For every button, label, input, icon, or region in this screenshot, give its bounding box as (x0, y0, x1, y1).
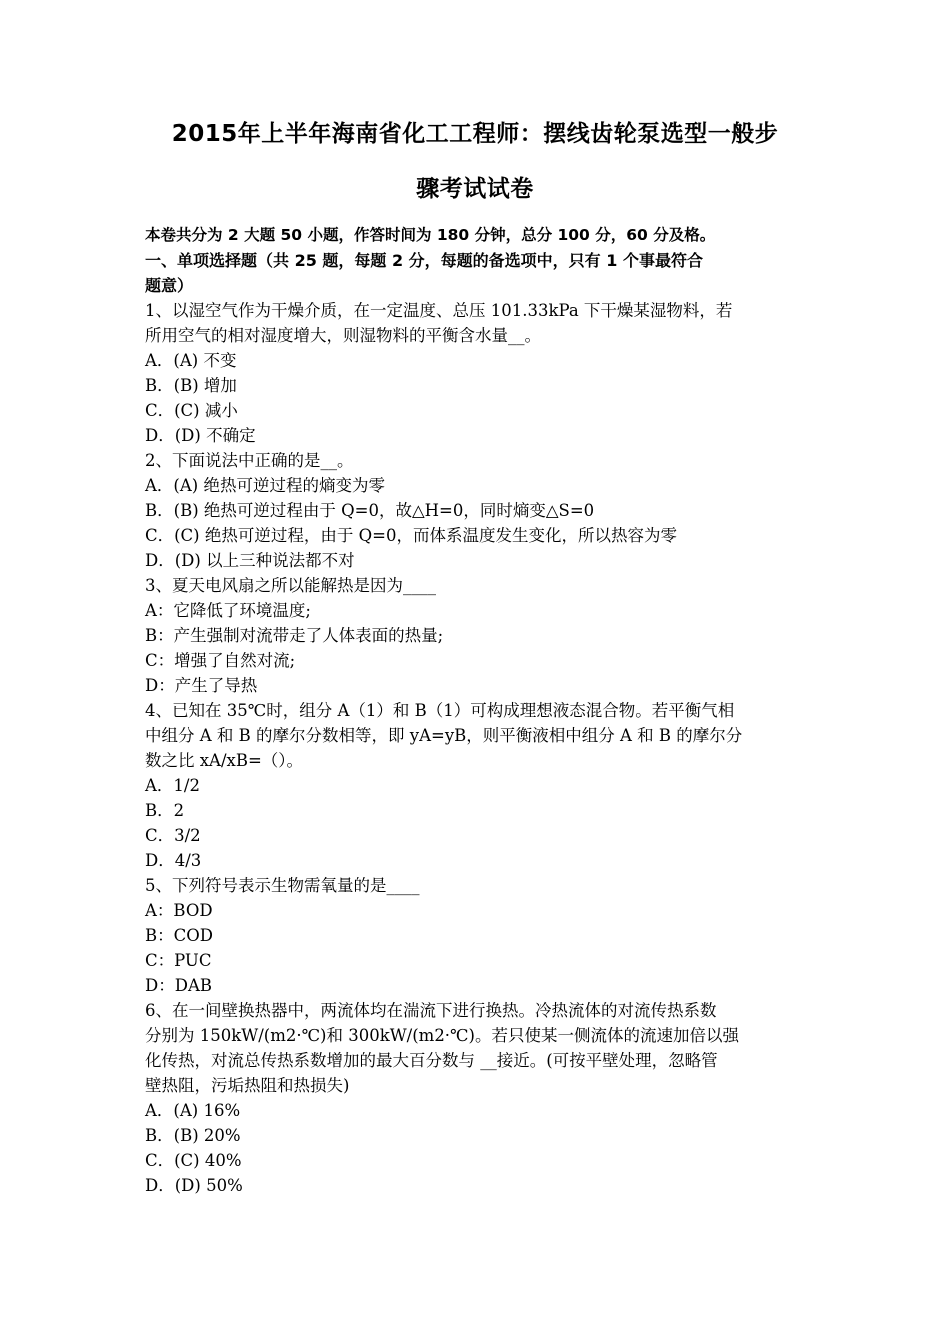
question-item (145, 448, 810, 573)
answer-option: C：增强了自然对流; (145, 651, 296, 670)
answer-option: B．(B) 增加 (145, 376, 237, 395)
question-item (145, 698, 810, 873)
question-text-line: 中组分 A 和 B 的摩尔分数相等，即 yA=yB，则平衡液相中组分 A 和 B 的摩尔分 (145, 726, 743, 745)
answer-option: D．(D) 不确定 (145, 426, 256, 445)
answer-option: A：BOD (145, 901, 213, 920)
document-title-line-2: 骤考试试卷 (416, 176, 534, 202)
question-text-line: 化传热，对流总传热系数增加的最大百分数与 __接近。(可按平壁处理，忽略管 (145, 1051, 718, 1070)
question-text-line: 分别为 150kW/(m2·℃)和 300kW/(m2·℃)。若只使某一侧流体的流速加倍以强 (145, 1026, 739, 1045)
answer-option: C：PUC (145, 951, 212, 970)
answer-option: A．(A) 不变 (145, 351, 237, 370)
exam-intro: 本卷共分为 2 大题 50 小题，作答时间为 180 分钟，总分 100 分，60 分及格。 (145, 226, 716, 244)
answer-option: A．1/2 (145, 776, 200, 795)
document-body (145, 223, 810, 1198)
question-item (145, 573, 810, 698)
answer-option: D．(D) 以上三种说法都不对 (145, 551, 355, 570)
answer-option: A：它降低了环境温度; (145, 601, 311, 620)
question-text-line: 6、在一间壁换热器中，两流体均在湍流下进行换热。冷热流体的对流传热系数 (145, 1001, 717, 1020)
question-text-line: 壁热阻，污垢热阻和热损失) (145, 1076, 350, 1095)
question-text-line: 所用空气的相对湿度增大，则湿物料的平衡含水量__。 (145, 326, 541, 345)
answer-option: A．(A) 绝热可逆过程的熵变为零 (145, 476, 385, 495)
question-text-line: 5、下列符号表示生物需氧量的是____ (145, 876, 420, 895)
question-text-line: 2、下面说法中正确的是__。 (145, 451, 354, 470)
answer-option: C．3/2 (145, 826, 201, 845)
section-heading-line-1: 一、单项选择题（共 25 题，每题 2 分，每题的备选项中，只有 1 个事最符合 (145, 251, 703, 270)
answer-option: B．(B) 绝热可逆过程由于 Q=0，故△H=0，同时熵变△S=0 (145, 501, 595, 520)
question-text-line: 4、已知在 35℃时，组分 A（1）和 B（1）可构成理想液态混合物。若平衡气相 (145, 701, 735, 720)
answer-option: C．(C) 40% (145, 1151, 242, 1170)
answer-option: D．4/3 (145, 851, 202, 870)
answer-option: B：产生强制对流带走了人体表面的热量; (145, 626, 444, 645)
answer-option: B．(B) 20% (145, 1126, 241, 1145)
answer-option: D：DAB (145, 976, 212, 995)
answer-option: D．(D) 50% (145, 1176, 243, 1195)
question-item (145, 998, 810, 1198)
document-title-line-1: 2015年上半年海南省化工工程师：摆线齿轮泵选型一般步 (171, 121, 779, 147)
question-item (145, 298, 810, 448)
section-heading-line-2: 题意） (145, 276, 194, 295)
answer-option: C．(C) 减小 (145, 401, 238, 420)
question-text-line: 3、夏天电风扇之所以能解热是因为____ (145, 576, 436, 595)
answer-option: D：产生了导热 (145, 676, 258, 695)
answer-option: A．(A) 16% (145, 1101, 241, 1120)
answer-option: B．2 (145, 801, 185, 820)
question-text-line: 1、以湿空气作为干燥介质，在一定温度、总压 101.33kPa 下干燥某湿物料，若 (145, 301, 733, 320)
answer-option: B：COD (145, 926, 214, 945)
question-list (145, 298, 810, 1198)
question-item (145, 873, 810, 998)
answer-option: C．(C) 绝热可逆过程，由于 Q=0，而体系温度发生变化，所以热容为零 (145, 526, 677, 545)
question-text-line: 数之比 xA/xB=（）。 (145, 751, 304, 770)
